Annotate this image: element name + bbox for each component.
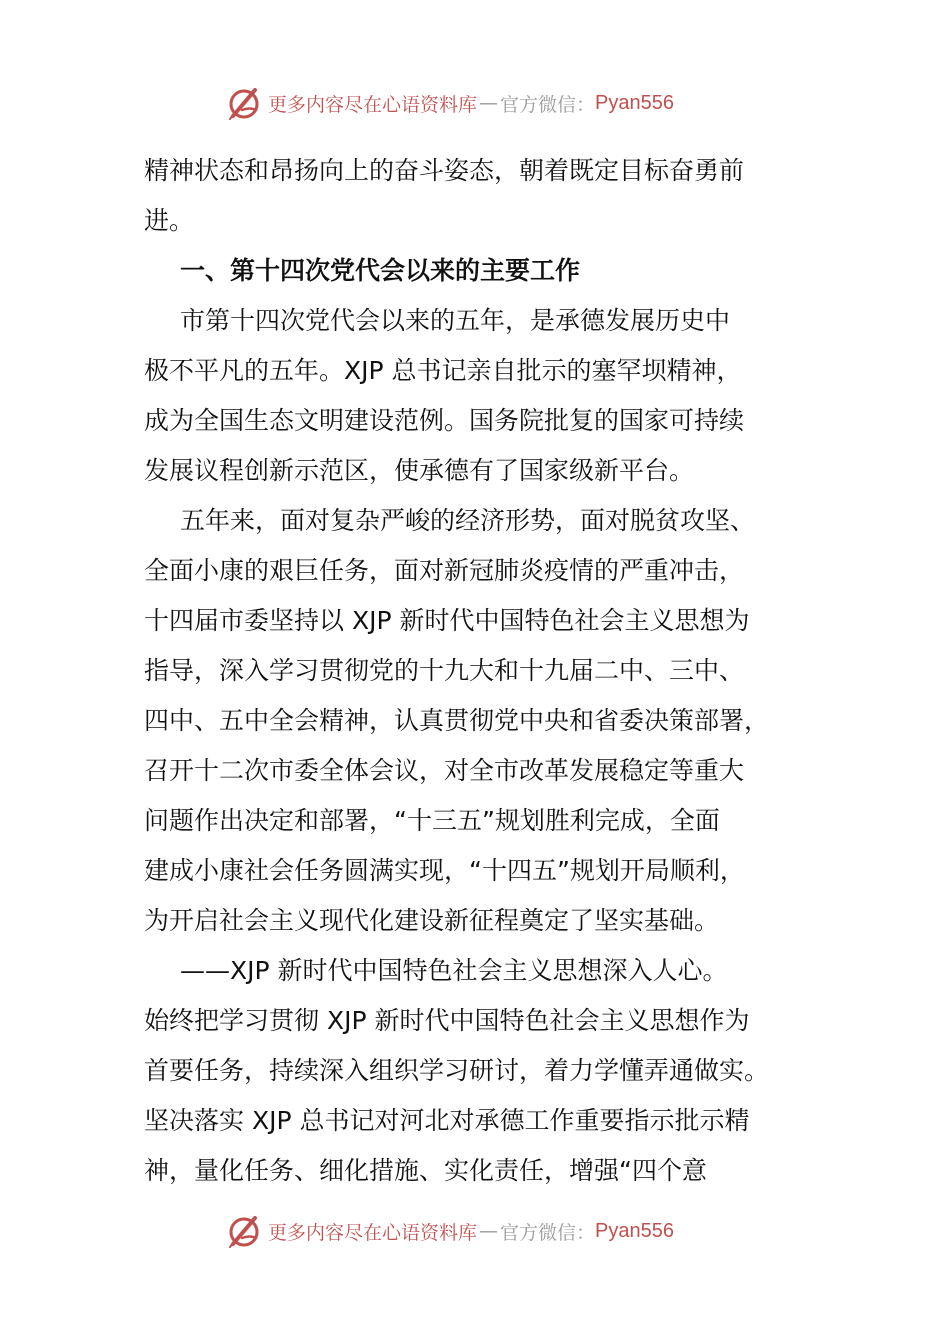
text-line: 精神状态和昂扬向上的奋斗姿态，朝着既定目标奋勇前: [144, 156, 745, 185]
subheading-line: ——XJP 新时代中国特色社会主义思想深入人心。: [180, 956, 728, 985]
watermark-title: 更多内容尽在心语资料库: [268, 93, 478, 116]
paragraph-start-line: 五年来，面对复杂严峻的经济形势，面对脱贫攻坚、: [180, 506, 756, 535]
document-body: [144, 146, 816, 1196]
text-line: 全面小康的艰巨任务，面对新冠肺炎疫情的严重冲击，: [144, 556, 745, 585]
text-line: 问题作出决定和部署，“十三五”规划胜利完成，全面: [144, 806, 720, 835]
pen-in-circle-icon: [224, 1211, 264, 1251]
pen-in-circle-icon: [224, 83, 264, 123]
text-line: 为开启社会主义现代化建设新征程奠定了坚实基础。: [144, 906, 720, 935]
text-line: 始终把学习贯彻 XJP 新时代中国特色社会主义思想作为: [144, 1006, 750, 1035]
text-line: 四中、五中全会精神，认真贯彻党中央和省委决策部署，: [144, 706, 770, 735]
watermark-header: [224, 83, 744, 123]
text-line: 神，量化任务、细化措施、实化责任，增强“四个意: [144, 1156, 707, 1185]
watermark-footer: [224, 1211, 744, 1251]
watermark-dash: —: [479, 1220, 499, 1242]
text-line: 指导，深入学习贯彻党的十九大和十九届二中、三中、: [144, 656, 745, 685]
text-line: 十四届市委坚持以 XJP 新时代中国特色社会主义思想为: [144, 606, 750, 635]
text-line: 进。: [144, 206, 195, 235]
watermark-dash: —: [479, 92, 499, 114]
text-line: 召开十二次市委全体会议，对全市改革发展稳定等重大: [144, 756, 745, 785]
paragraph-start-line: 市第十四次党代会以来的五年，是承德发展历史中: [180, 306, 731, 335]
watermark-id: Pyan556: [595, 91, 674, 114]
text-line: 极不平凡的五年。XJP 总书记亲自批示的塞罕坝精神，: [144, 356, 742, 385]
text-line: 建成小康社会任务圆满实现，“十四五”规划开局顺利，: [144, 856, 745, 885]
watermark-label: 官方微信：: [500, 93, 596, 116]
text-line: 首要任务，持续深入组织学习研讨，着力学懂弄通做实。: [144, 1056, 770, 1085]
text-line: 坚决落实 XJP 总书记对河北对承德工作重要指示批示精: [144, 1106, 750, 1135]
text-line: 成为全国生态文明建设范例。国务院批复的国家可持续: [144, 406, 745, 435]
watermark-title: 更多内容尽在心语资料库: [268, 1221, 478, 1244]
text-line: 发展议程创新示范区，使承德有了国家级新平台。: [144, 456, 695, 485]
watermark-label: 官方微信：: [500, 1221, 596, 1244]
section-heading: 一、第十四次党代会以来的主要工作: [180, 256, 581, 285]
watermark-id: Pyan556: [595, 1219, 674, 1242]
